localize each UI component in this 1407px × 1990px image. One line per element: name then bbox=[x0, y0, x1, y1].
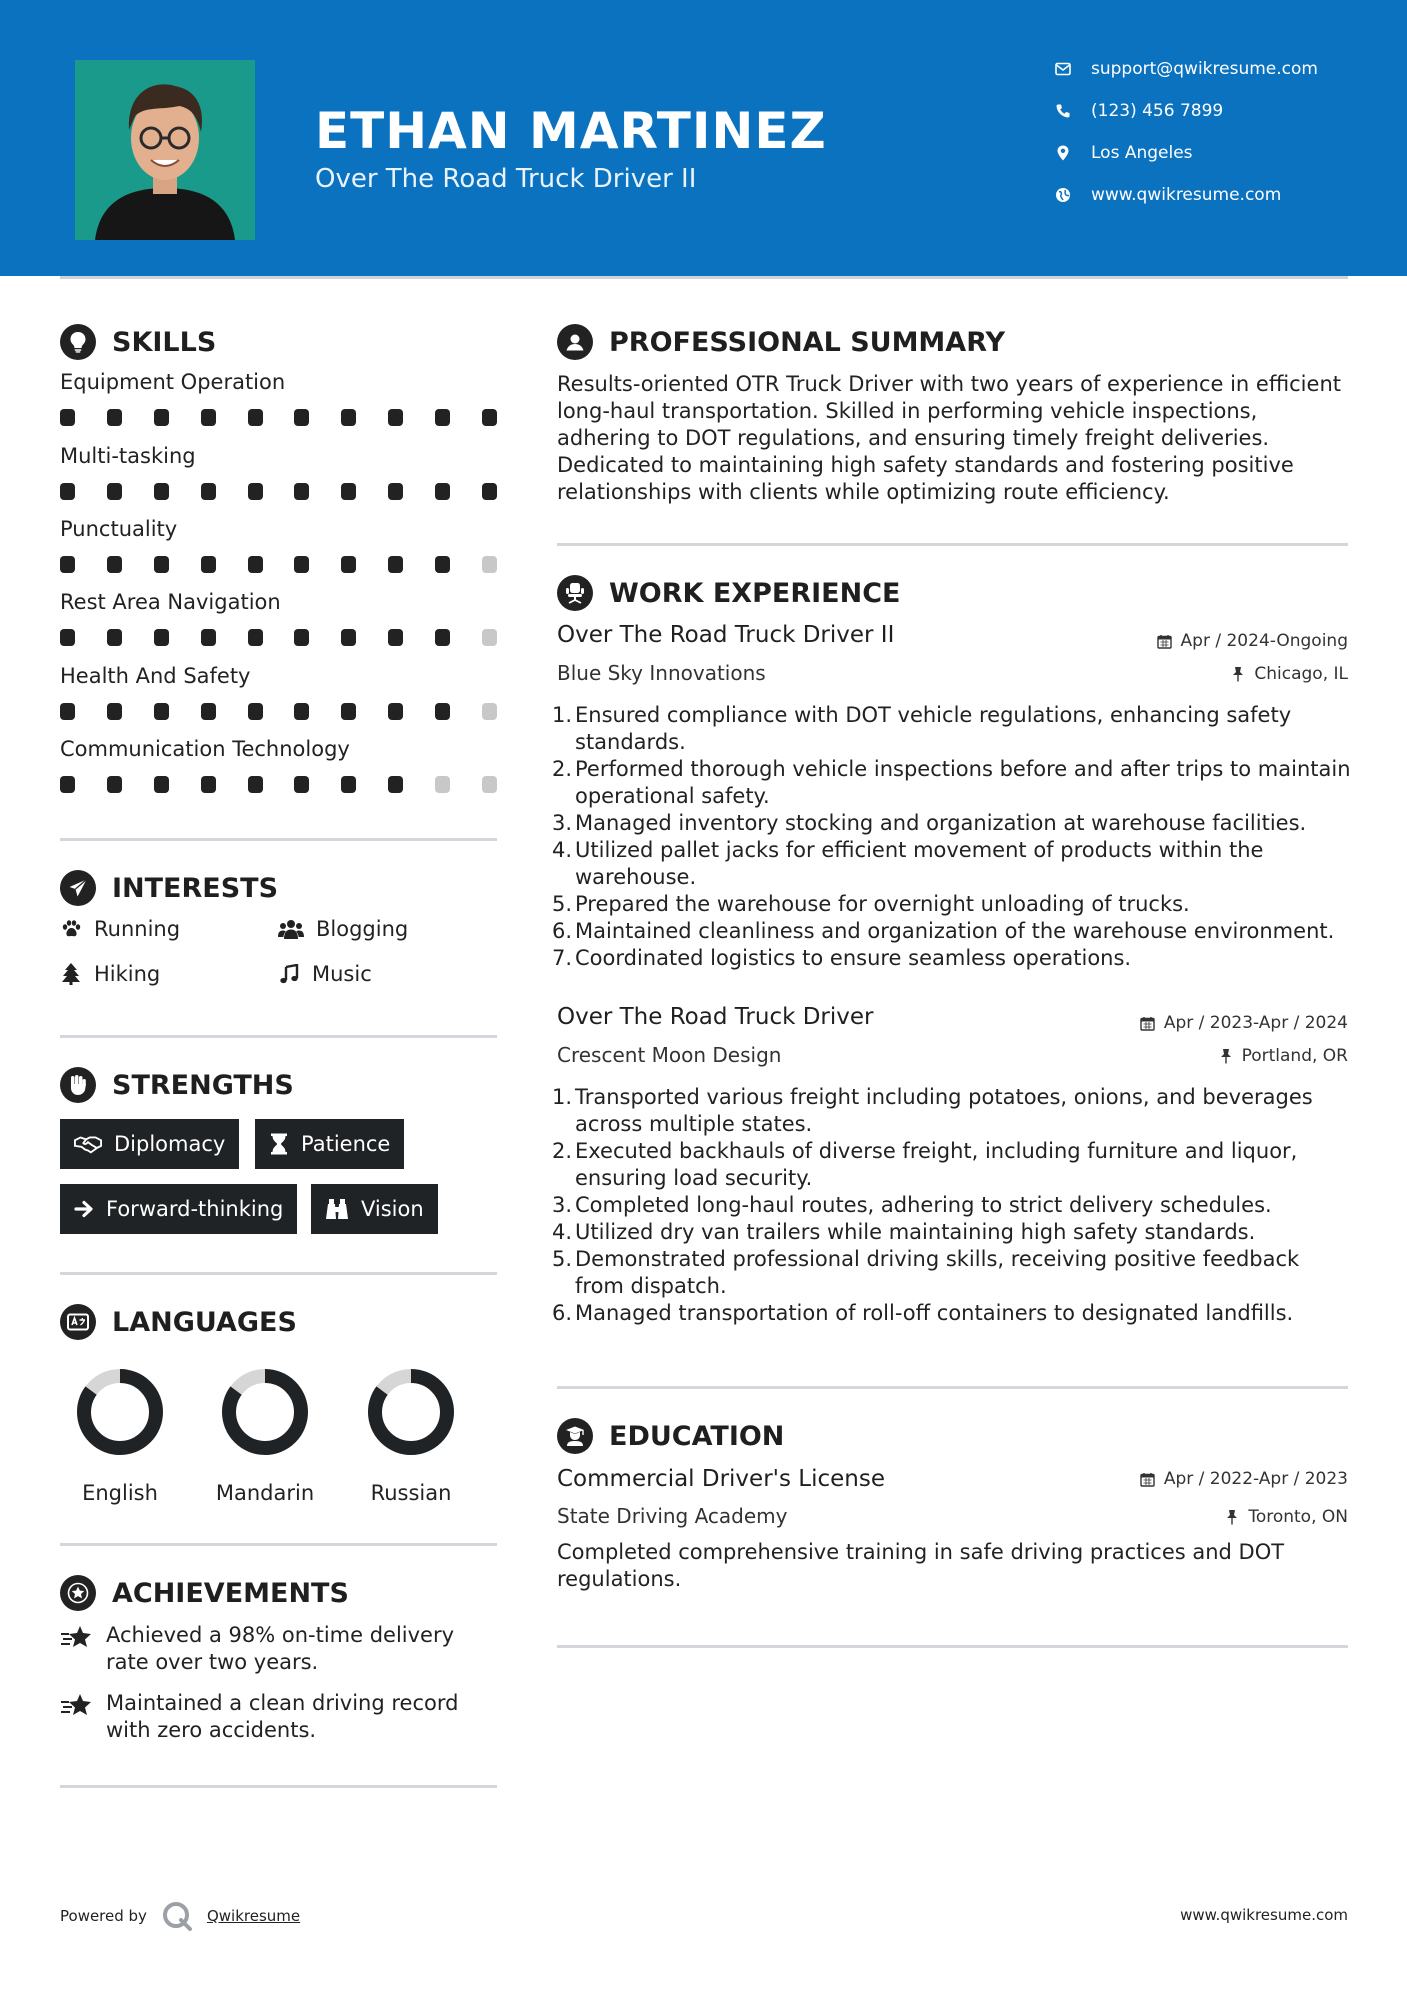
skill-rating bbox=[60, 407, 497, 427]
skill-name-multi-tasking: Multi-tasking bbox=[60, 444, 196, 468]
job-dates: Apr / 2023-Apr / 2024 bbox=[1140, 1013, 1348, 1033]
candidate-name: ETHAN MARTINEZ bbox=[315, 102, 827, 160]
skill-dot-filled bbox=[388, 629, 403, 646]
skill-dot-filled bbox=[482, 409, 497, 426]
skill-dot-filled bbox=[248, 629, 263, 646]
calendar-icon bbox=[1157, 633, 1173, 649]
map-pin-icon bbox=[1055, 145, 1071, 161]
interest-running: Running bbox=[60, 917, 180, 941]
skill-dot-filled bbox=[201, 629, 216, 646]
skill-dot-filled bbox=[435, 629, 450, 646]
language-label: Mandarin bbox=[215, 1481, 315, 1505]
achievement-item bbox=[60, 1622, 500, 1676]
shooting-star-icon bbox=[60, 1624, 94, 1654]
section-divider bbox=[557, 1386, 1348, 1389]
profile-photo bbox=[75, 60, 255, 240]
language-label: Russian bbox=[370, 1481, 452, 1505]
section-divider bbox=[60, 1543, 497, 1546]
job-bullet: 6. Managed transportation of roll-off containers to designated landfills. bbox=[552, 1301, 1294, 1325]
skill-dot-empty bbox=[482, 556, 497, 573]
skill-dot-filled bbox=[60, 556, 75, 573]
skill-dot-empty bbox=[482, 629, 497, 646]
job-dates: Apr / 2024-Ongoing bbox=[1157, 631, 1348, 651]
powered-by-label: Powered by bbox=[60, 1907, 147, 1925]
strength-tag-forward-thinking: Forward-thinking bbox=[60, 1184, 297, 1234]
binoculars-icon bbox=[325, 1198, 349, 1220]
job-company: Crescent Moon Design bbox=[557, 1043, 782, 1067]
hourglass-icon bbox=[269, 1133, 289, 1155]
skill-rating bbox=[60, 774, 497, 794]
achievement-text: Achieved a 98% on-time delivery rate over two years. bbox=[106, 1623, 455, 1674]
skill-dot-filled bbox=[60, 776, 75, 793]
job-bullet: 2. Executed backhauls of diverse freight, including furniture and liquor, ensuring load security. bbox=[552, 1139, 1298, 1190]
language-proficiency-ring bbox=[366, 1367, 456, 1457]
skill-dot-filled bbox=[201, 483, 216, 500]
calendar-icon bbox=[1140, 1471, 1156, 1487]
contact-email[interactable] bbox=[1055, 54, 1385, 84]
paper-plane-icon bbox=[60, 870, 96, 906]
header-divider bbox=[60, 276, 1348, 279]
calendar-icon bbox=[1140, 1015, 1156, 1031]
skill-dot-filled bbox=[294, 483, 309, 500]
skill-dot-filled bbox=[154, 703, 169, 720]
job-bullet: 1. Ensured compliance with DOT vehicle regulations, enhancing safety standards. bbox=[552, 703, 1292, 754]
language-item-mandarin bbox=[195, 1367, 335, 1505]
interests-heading: INTERESTS bbox=[60, 870, 278, 906]
skill-dot-filled bbox=[341, 629, 356, 646]
skill-dot-filled bbox=[154, 483, 169, 500]
office-chair-icon bbox=[557, 575, 593, 611]
skill-dot-filled bbox=[107, 483, 122, 500]
skill-dot-filled bbox=[341, 409, 356, 426]
interest-blogging: Blogging bbox=[278, 917, 408, 941]
job-bullet: 4. Utilized dry van trailers while maintaining high safety standards. bbox=[552, 1220, 1256, 1244]
job-bullet: 4. Utilized pallet jacks for efficient movement of products within the warehouse. bbox=[552, 838, 1264, 889]
footer-powered-by bbox=[60, 1900, 300, 1932]
graduate-icon bbox=[557, 1418, 593, 1454]
skill-dot-empty bbox=[482, 776, 497, 793]
interest-music: Music bbox=[278, 962, 372, 986]
skill-dot-filled bbox=[60, 483, 75, 500]
skill-dot-filled bbox=[201, 556, 216, 573]
skill-name-rest-area-navigation: Rest Area Navigation bbox=[60, 590, 281, 614]
skill-dot-filled bbox=[201, 776, 216, 793]
skill-dot-empty bbox=[482, 703, 497, 720]
skill-dot-filled bbox=[201, 703, 216, 720]
contact-phone[interactable] bbox=[1055, 96, 1385, 126]
skill-dot-filled bbox=[294, 409, 309, 426]
globe-icon bbox=[1055, 187, 1071, 203]
skill-dot-filled bbox=[248, 556, 263, 573]
skill-dot-filled bbox=[107, 409, 122, 426]
skill-dot-filled bbox=[482, 483, 497, 500]
summary-text: Results-oriented OTR Truck Driver with two years of experience in efficient long-haul transportation. Skilled in performing vehicle inspections, adhering to DOT regulations, and ensuring timely freight deliveries. Dedicated to maintaining high safety standards and fostering positive relationships with clients while optimizing route efficiency. bbox=[557, 372, 1341, 504]
skill-dot-filled bbox=[294, 629, 309, 646]
skill-dot-filled bbox=[60, 629, 75, 646]
skill-rating bbox=[60, 627, 497, 647]
job-bullet: 6. Maintained cleanliness and organization of the warehouse environment. bbox=[552, 919, 1335, 943]
contact-website[interactable] bbox=[1055, 180, 1385, 210]
footer-url[interactable]: www.qwikresume.com bbox=[1180, 1906, 1348, 1924]
skill-dot-filled bbox=[60, 703, 75, 720]
skills-heading: SKILLS bbox=[60, 324, 216, 360]
section-divider bbox=[60, 838, 497, 841]
contact-location-text: Los Angeles bbox=[1091, 143, 1193, 163]
interest-hiking: Hiking bbox=[60, 962, 160, 986]
resume-header bbox=[0, 0, 1407, 276]
skill-dot-filled bbox=[435, 409, 450, 426]
skill-dot-filled bbox=[435, 556, 450, 573]
job-bullet: 1. Transported various freight including potatoes, onions, and beverages across multiple states. bbox=[552, 1085, 1313, 1136]
skill-dot-filled bbox=[294, 556, 309, 573]
job-bullet: 7. Coordinated logistics to ensure seamless operations. bbox=[552, 946, 1132, 970]
skill-rating bbox=[60, 481, 497, 501]
job-title: Over The Road Truck Driver II bbox=[557, 622, 895, 648]
section-divider bbox=[60, 1272, 497, 1275]
skill-name-health-and-safety: Health And Safety bbox=[60, 664, 251, 688]
hand-fist-icon bbox=[60, 1067, 96, 1103]
job-bullets bbox=[552, 1084, 1352, 1327]
skill-rating bbox=[60, 554, 497, 574]
education-dates: Apr / 2022-Apr / 2023 bbox=[1140, 1469, 1348, 1489]
section-divider bbox=[557, 1645, 1348, 1648]
achievements-heading: ACHIEVEMENTS bbox=[60, 1575, 349, 1611]
languages-heading: LANGUAGES bbox=[60, 1304, 297, 1340]
skill-dot-filled bbox=[388, 703, 403, 720]
skill-dot-filled bbox=[248, 703, 263, 720]
language-card-icon bbox=[60, 1304, 96, 1340]
job-bullet: 3. Completed long-haul routes, adhering to strict delivery schedules. bbox=[552, 1193, 1272, 1217]
skill-dot-filled bbox=[341, 556, 356, 573]
pushpin-icon bbox=[1218, 1048, 1234, 1064]
skill-dot-filled bbox=[154, 409, 169, 426]
education-school: State Driving Academy bbox=[557, 1504, 788, 1528]
skill-dot-filled bbox=[107, 629, 122, 646]
job-bullet: 5. Prepared the warehouse for overnight unloading of trucks. bbox=[552, 892, 1190, 916]
education-degree: Commercial Driver's License bbox=[557, 1466, 885, 1492]
candidate-title: Over The Road Truck Driver II bbox=[315, 164, 697, 194]
summary-heading: PROFESSIONAL SUMMARY bbox=[557, 324, 1005, 360]
skill-dot-filled bbox=[248, 776, 263, 793]
education-heading: EDUCATION bbox=[557, 1418, 784, 1454]
language-item-english bbox=[50, 1367, 190, 1505]
skill-dot-filled bbox=[248, 409, 263, 426]
contact-location bbox=[1055, 138, 1385, 168]
section-divider bbox=[60, 1785, 497, 1788]
job-company: Blue Sky Innovations bbox=[557, 661, 766, 685]
skill-dot-filled bbox=[294, 776, 309, 793]
job-location: Chicago, IL bbox=[1230, 664, 1348, 684]
skill-dot-filled bbox=[154, 629, 169, 646]
job-bullet: 3. Managed inventory stocking and organization at warehouse facilities. bbox=[552, 811, 1307, 835]
lightbulb-icon bbox=[60, 324, 96, 360]
education-description: Completed comprehensive training in safe driving practices and DOT regulations. bbox=[557, 1540, 1285, 1591]
skill-dot-filled bbox=[388, 556, 403, 573]
skill-name-punctuality: Punctuality bbox=[60, 517, 178, 541]
contact-email-text: support@qwikresume.com bbox=[1091, 59, 1318, 79]
tree-icon bbox=[60, 963, 82, 985]
job-bullets bbox=[552, 702, 1352, 972]
language-proficiency-ring bbox=[75, 1367, 165, 1457]
language-label: English bbox=[82, 1481, 158, 1505]
skill-dot-filled bbox=[294, 703, 309, 720]
section-divider bbox=[60, 1035, 497, 1038]
contact-phone-text: (123) 456 7899 bbox=[1091, 101, 1224, 121]
strengths-heading: STRENGTHS bbox=[60, 1067, 294, 1103]
users-icon bbox=[278, 918, 304, 940]
skill-name-communication-technology: Communication Technology bbox=[60, 737, 350, 761]
job-title: Over The Road Truck Driver bbox=[557, 1004, 874, 1030]
experience-heading: WORK EXPERIENCE bbox=[557, 575, 900, 611]
achievement-text: Maintained a clean driving record with zero accidents. bbox=[106, 1691, 459, 1742]
job-location: Portland, OR bbox=[1218, 1046, 1348, 1066]
skill-dot-filled bbox=[435, 483, 450, 500]
skill-rating bbox=[60, 701, 497, 721]
pushpin-icon bbox=[1230, 666, 1246, 682]
skill-dot-filled bbox=[341, 703, 356, 720]
skill-dot-filled bbox=[154, 556, 169, 573]
pushpin-icon bbox=[1224, 1509, 1240, 1525]
skill-dot-filled bbox=[248, 483, 263, 500]
job-bullet: 2. Performed thorough vehicle inspections before and after trips to maintain operational safety. bbox=[552, 757, 1351, 808]
section-divider bbox=[557, 543, 1348, 546]
star-badge-icon bbox=[60, 1575, 96, 1611]
qwikresume-logo-icon bbox=[161, 1900, 193, 1932]
skill-dot-filled bbox=[60, 409, 75, 426]
skill-dot-filled bbox=[388, 409, 403, 426]
qwikresume-brand-link[interactable]: Qwikresume bbox=[206, 1907, 301, 1925]
strength-tag-diplomacy: Diplomacy bbox=[60, 1119, 239, 1169]
language-proficiency-ring bbox=[220, 1367, 310, 1457]
skill-dot-filled bbox=[435, 703, 450, 720]
skill-dot-filled bbox=[154, 776, 169, 793]
skill-dot-empty bbox=[435, 776, 450, 793]
skill-dot-filled bbox=[388, 483, 403, 500]
handshake-icon bbox=[74, 1133, 102, 1155]
contact-website-text: www.qwikresume.com bbox=[1091, 185, 1282, 205]
language-item-russian bbox=[341, 1367, 481, 1505]
skill-dot-filled bbox=[107, 556, 122, 573]
skill-name-equipment-operation: Equipment Operation bbox=[60, 370, 286, 394]
strength-tag-patience: Patience bbox=[255, 1119, 404, 1169]
skill-dot-filled bbox=[107, 703, 122, 720]
music-note-icon bbox=[278, 963, 300, 985]
arrow-right-icon bbox=[74, 1198, 94, 1220]
skill-dot-filled bbox=[107, 776, 122, 793]
skill-dot-filled bbox=[201, 409, 216, 426]
strength-tag-vision: Vision bbox=[311, 1184, 438, 1234]
education-location: Toronto, ON bbox=[1224, 1507, 1348, 1527]
shooting-star-icon bbox=[60, 1692, 94, 1722]
phone-icon bbox=[1055, 103, 1071, 119]
skill-dot-filled bbox=[341, 776, 356, 793]
achievement-item bbox=[60, 1690, 500, 1744]
paw-icon bbox=[60, 918, 82, 940]
envelope-icon bbox=[1055, 61, 1071, 77]
skill-dot-filled bbox=[341, 483, 356, 500]
user-circle-icon bbox=[557, 324, 593, 360]
skill-dot-filled bbox=[388, 776, 403, 793]
job-bullet: 5. Demonstrated professional driving skills, receiving positive feedback from dispatch. bbox=[552, 1247, 1300, 1298]
